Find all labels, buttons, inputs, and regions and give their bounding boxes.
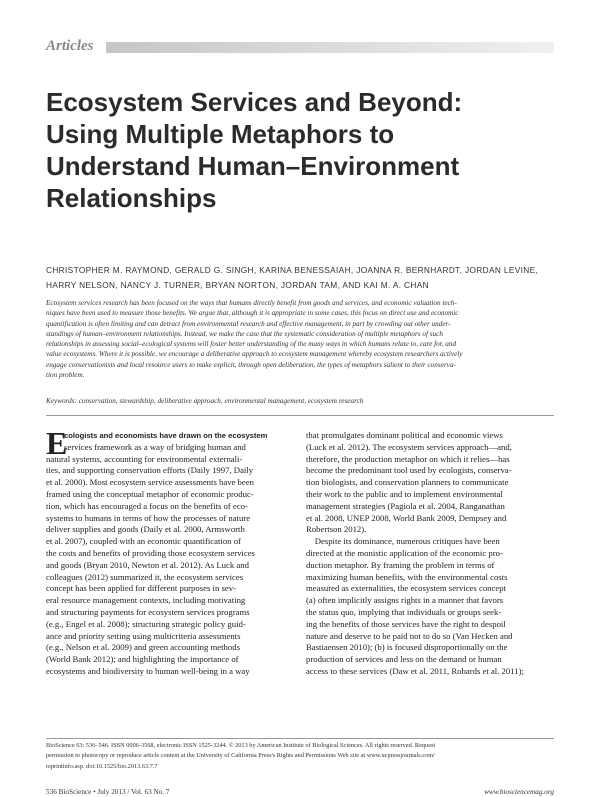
body-line: (e.g., Nelson et al. 2009) and green accounting methods <box>46 642 240 653</box>
body-line: et al. 2008, UNEP 2008, World Bank 2009, Dempsey and <box>306 512 507 523</box>
body-line: therefore, the production metaphor on which it relies—has <box>306 453 510 464</box>
body-line: become the predominant tool used by ecologists, conserva- <box>306 465 512 476</box>
body-line: the costs and benefits of providing those ecosystem services <box>46 547 255 558</box>
body-line: ties, and supporting conservation efforts (Daily 1997, Daily <box>46 465 254 476</box>
body-line: measured as externalities, the ecosystem services concept <box>306 583 506 594</box>
body-line: tion biologists, and conservation planners to communicate <box>306 477 509 488</box>
body-line: deliver supplies and goods (Daily et al. 2000, Armsworth <box>46 524 245 535</box>
abstract-line: value ecosystems. Where it is possible, we encourage a deliberative approach to ecosystem management whereby ecosystem researchers actively <box>46 350 463 359</box>
abstract-line: standings of human–environment relationships. Instead, we make the case that the systematic consideration of multiple metaphors of such <box>46 329 443 338</box>
footnote-divider <box>46 738 554 739</box>
body-line: maximizing human benefits, with the environmental costs <box>306 571 508 582</box>
body-line: et al. 2007), coupled with an economic quantification of <box>46 536 241 547</box>
body-line: eral resource management contexts, including motivating <box>46 595 246 606</box>
abstract-line: engage conservationists and local resource users to make explicit, through open deliberation, the types of metaphors salient to their conserva- <box>46 360 456 369</box>
body-line: ing the benefits of those services have the right to despoil <box>306 618 506 629</box>
body-line: Bastiaensen 2010); (b) is focused disproportionally on the <box>306 642 508 653</box>
abstract-line: niques have been used to measure those benefits. We argue that, although it is appropriate in some cases, this focus on direct use and economic <box>46 309 459 318</box>
body-line: production of services and less on the demand or human <box>306 654 502 665</box>
abstract-line: quantification is often limiting and can detract from environmental research and effective management, in part by crowding out other under- <box>46 319 451 328</box>
body-line: (a) often implicitly assigns rights in a manner that favors <box>306 595 504 606</box>
lead-in-text: cologists and economists have drawn on the ecosystem <box>64 431 268 440</box>
title-line: Understand Human–Environment <box>46 151 460 181</box>
title-line: Using Multiple Metaphors to <box>46 119 395 149</box>
body-column-left <box>46 430 293 678</box>
body-line: natural systems, accounting for environmental externali- <box>46 453 243 464</box>
body-line: framed using the conceptual metaphor of economic produc- <box>46 488 254 499</box>
keywords-divider <box>46 415 554 416</box>
abstract-line: Ecosystem services research has been focused on the ways that humans directly benefit from goods and services, and economic valuation tech- <box>46 299 457 307</box>
section-label: Articles <box>46 38 94 54</box>
body-line: the status quo, implying that individuals or groups seek- <box>306 606 502 617</box>
author-line: HARRY NELSON, NANCY J. TURNER, BRYAN NORTON, JORDAN TAM, AND KAI M. A. CHAN <box>46 280 429 290</box>
body-line: colleagues (2012) summarized it, the ecosystem services <box>46 571 244 582</box>
body-line: Robertson 2012). <box>306 524 367 535</box>
drop-cap: E <box>46 425 68 461</box>
article-title <box>46 86 546 214</box>
body-column-right <box>306 430 553 678</box>
body-line: their work to the public and to implement environmental <box>306 488 503 499</box>
publication-footnote <box>46 741 556 772</box>
body-line: (World Bank 2012); and highlighting the importance of <box>46 654 239 665</box>
body-line: (Luck et al. 2012). The ecosystem services approach—and, <box>306 441 512 452</box>
body-line: directed at the monistic application of the economic pro- <box>306 547 503 558</box>
journal-website-link[interactable]: www.biosciencemag.org <box>484 788 554 796</box>
body-line: ance and priority setting using multicriteria assessments <box>46 630 241 641</box>
section-rule <box>106 42 554 53</box>
body-line: Despite its dominance, numerous critiques have been <box>306 536 500 547</box>
body-line: ecosystems and biodiversity to human well-being in a way <box>46 665 250 676</box>
body-line: systems to humans in terms of how the processes of nature <box>46 512 251 523</box>
body-line: and goods (Bryan 2010, Newton et al. 2012). As Luck and <box>46 559 249 570</box>
title-line: Relationships <box>46 183 217 213</box>
page-info: 536 BioScience • July 2013 / Vol. 63 No. 7 <box>46 788 170 796</box>
body-line: access to these services (Daw et al. 2011, Robards et al. 2011); <box>306 665 524 676</box>
body-line: (e.g., Engel et al. 2008); structuring strategic policy guid- <box>46 618 246 629</box>
body-line: tion, which has encouraged a focus on the benefits of eco- <box>46 500 248 511</box>
body-line: and structuring payments for ecosystem services programs <box>46 606 250 617</box>
keywords: Keywords: conservation, stewardship, deliberative approach, environmental management, ecosystem research <box>46 397 364 405</box>
body-line: services framework as a way of bridging human and <box>64 441 246 452</box>
body-line: duction metaphor. By framing the problem in terms of <box>306 559 495 570</box>
section-header <box>46 38 554 58</box>
body-line: concept has been applied for different purposes in sev- <box>46 583 236 594</box>
author-line: CHRISTOPHER M. RAYMOND, GERALD G. SINGH, KARINA BENESSAIAH, JOANNA R. BERNHARDT, JORDAN LEVINE, <box>46 265 539 275</box>
author-list <box>46 263 556 293</box>
body-line: management strategies (Pagiola et al. 2004, Ranganathan <box>306 500 505 511</box>
footnote-line: BioScience 63: 536–546. ISSN 0006-3568, electronic ISSN 1525-3244. © 2013 by American Institute of Biological Sciences. All rights reserved. Request <box>46 742 436 749</box>
body-line: et al. 2000). Most ecosystem service assessments have been <box>46 477 254 488</box>
body-line: that promulgates dominant political and economic views <box>306 430 503 440</box>
title-line: Ecosystem Services and Beyond: <box>46 87 463 117</box>
footnote-line: permission to photocopy or reproduce article content at the University of California Press's Rights and Permissions Web site at www.ucpressjournals.com/ <box>46 752 435 760</box>
footnote-line: reprintinfo.asp. doi:10.1525/bio.2013.63.7.7 <box>46 762 158 770</box>
body-line: nature and deserve to be paid not to do so (Van Hecken and <box>306 630 513 641</box>
body-line <box>46 430 293 442</box>
abstract-line: tion problem. <box>46 371 85 380</box>
abstract-line: relationships in assessing social–ecological systems will foster better understanding of the many ways in which humans relate to, care for, and <box>46 340 457 349</box>
abstract <box>46 298 556 380</box>
